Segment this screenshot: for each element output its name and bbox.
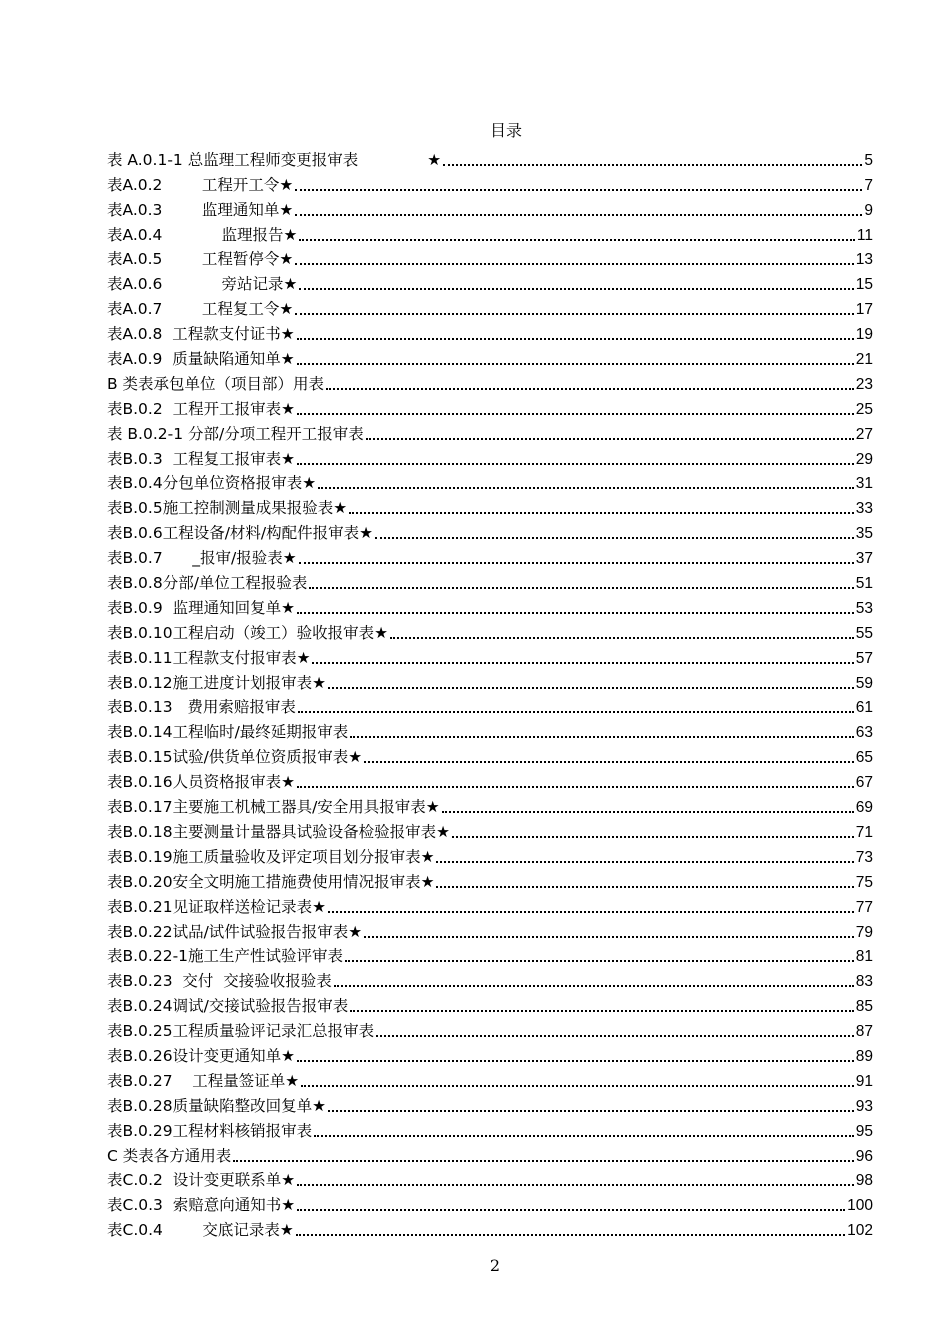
toc-entry[interactable] [107,1141,873,1166]
toc-entry-label: 表B.0.22-1施工生产性试验评审表 [107,947,344,966]
toc-entry-page-number: 53 [855,599,873,617]
toc-dot-leader [233,1159,853,1162]
toc-dot-leader [452,835,854,838]
toc-entry-label: 表C.0.2 设计变更联系单★ [107,1171,296,1190]
toc-entry-label: 表B.0.27 工程量签证单★ [107,1071,300,1090]
toc-entry-label: 表B.0.25工程质量验评记录汇总报审表 [107,1022,375,1041]
toc-entry-page-number: 77 [855,898,873,916]
toc-entry[interactable] [107,1166,873,1191]
toc-entry-page-number: 9 [864,201,873,219]
toc-dot-leader [334,984,854,987]
toc-dot-leader [442,810,854,813]
toc-dot-leader [297,785,854,788]
toc-entry-label: 表B.0.7 _报审/报验表★ [107,549,297,568]
toc-entry-page-number: 37 [855,550,873,568]
toc-entry-page-number: 69 [855,799,873,817]
toc-entry[interactable] [107,842,873,867]
toc-entry-page-number: 21 [855,351,873,369]
toc-entry-page-number: 29 [855,450,873,468]
toc-dot-leader [390,636,854,639]
toc-entry[interactable] [107,294,873,319]
toc-entry[interactable] [107,170,873,195]
toc-dot-leader [297,412,854,415]
toc-dot-leader [297,1208,845,1211]
toc-dot-leader [364,935,854,938]
toc-dot-leader [309,586,853,589]
toc-dot-leader [299,287,853,290]
toc-entry-label: 表B.0.14工程临时/最终延期报审表 [107,723,349,742]
toc-entry-label: 表A.0.2 工程开工令★ [107,175,294,194]
toc-entry-label: 表B.0.22试品/试件试验报告报审表★ [107,922,363,941]
toc-dot-leader [366,437,854,440]
toc-dot-leader [295,312,854,315]
toc-entry-label: 表B.0.20安全文明施工措施费使用情况报审表★ [107,872,435,891]
toc-entry-page-number: 81 [855,948,873,966]
toc-entry[interactable] [107,543,873,568]
toc-entry[interactable] [107,1066,873,1091]
toc-entry-label: 表B.0.8分部/单位工程报验表 [107,574,308,593]
toc-entry-label: 表 B.0.2-1 分部/分项工程开工报审表 [107,424,364,443]
toc-entry-label: 表C.0.3 索赔意向通知书★ [107,1196,296,1215]
toc-entry-page-number: 35 [855,525,873,543]
toc-entry[interactable] [107,344,873,369]
toc-entry[interactable] [107,369,873,394]
toc-entry-page-number: 71 [855,823,873,841]
toc-dot-leader [436,860,853,863]
toc-entry-page-number: 51 [855,575,873,593]
toc-entry[interactable] [107,220,873,245]
toc-entry-page-number: 61 [855,699,873,717]
toc-entry[interactable] [107,917,873,942]
toc-dot-leader [436,885,853,888]
toc-entry[interactable] [107,792,873,817]
toc-dot-leader [295,213,862,216]
toc-entry[interactable] [107,991,873,1016]
toc-entry-label: 表B.0.2 工程开工报审表★ [107,399,295,418]
toc-entry-label: 表B.0.9 监理通知回复单★ [107,598,295,617]
toc-entry-page-number: 25 [855,400,873,418]
toc-entry[interactable] [107,319,873,344]
toc-entry-label: 表B.0.17主要施工机械工器具/安全用具报审表★ [107,798,440,817]
toc-entry-label: 表B.0.16人员资格报审表★ [107,773,295,792]
toc-dot-leader [295,188,862,191]
toc-entry-page-number: 87 [855,1023,873,1041]
toc-entry[interactable] [107,643,873,668]
toc-dot-leader [349,511,854,514]
toc-entry-label: 表A.0.7 工程复工令★ [107,300,294,319]
toc-entry-page-number: 55 [855,624,873,642]
toc-entry-label: 表C.0.4 交底记录表★ [107,1221,294,1240]
toc-dot-leader [443,163,862,166]
toc-entry-label: 表A.0.3 监理通知单★ [107,200,294,219]
toc-entry-label: 表B.0.18主要测量计量器具试验设备检验报审表★ [107,822,450,841]
toc-entry-label: 表B.0.4分包单位资格报审表★ [107,474,317,493]
toc-entry-label: 表A.0.8 工程款支付证书★ [107,325,295,344]
toc-entry[interactable] [107,1091,873,1116]
toc-entry[interactable] [107,419,873,444]
toc-entry-page-number: 5 [864,151,873,169]
toc-entry-page-number: 15 [855,276,873,294]
toc-entry-page-number: 100 [847,1197,873,1215]
toc-entry-label: B 类表承包单位（项目部）用表 [107,374,325,393]
toc-entry[interactable] [107,568,873,593]
toc-entry[interactable] [107,1190,873,1215]
toc-dot-leader [364,760,854,763]
toc-entry-page-number: 17 [855,301,873,319]
toc-entry[interactable] [107,394,873,419]
toc-dot-leader [297,611,854,614]
toc-entry[interactable] [107,817,873,842]
toc-dot-leader [328,1109,854,1112]
toc-entry[interactable] [107,269,873,294]
toc-entry-label: 表B.0.21见证取样送检记录表★ [107,897,326,916]
toc-entry[interactable] [107,195,873,220]
toc-dot-leader [297,362,854,365]
toc-entry-label: C 类表各方通用表 [107,1146,232,1165]
toc-entry[interactable] [107,742,873,767]
toc-entry-label: 表B.0.26设计变更通知单★ [107,1046,295,1065]
toc-entry[interactable] [107,693,873,718]
toc-entry-label: 表 A.0.1-1 总监理工程师变更报审表 ★ [107,150,442,169]
toc-entry-page-number: 83 [855,973,873,991]
toc-dot-leader [326,387,854,390]
toc-list [107,145,873,1240]
toc-dot-leader [295,262,854,265]
toc-dot-leader [296,1233,845,1236]
toc-entry[interactable] [107,892,873,917]
toc-entry[interactable] [107,493,873,518]
toc-entry-page-number: 19 [855,326,873,344]
toc-entry-label: 表A.0.4 监理报告★ [107,225,298,244]
toc-entry-page-number: 59 [855,674,873,692]
toc-dot-leader [301,1084,854,1087]
toc-dot-leader [350,1009,853,1012]
toc-entry-page-number: 95 [855,1122,873,1140]
toc-dot-leader [345,959,854,962]
toc-dot-leader [314,1134,854,1137]
toc-entry[interactable] [107,1116,873,1141]
toc-entry-page-number: 96 [855,1147,873,1165]
toc-entry-page-number: 31 [855,475,873,493]
toc-entry[interactable] [107,518,873,543]
toc-entry-page-number: 7 [864,176,873,194]
toc-entry-page-number: 67 [855,774,873,792]
toc-entry-label: 表B.0.10工程启动（竣工）验收报审表★ [107,623,388,642]
toc-entry-label: 表B.0.11工程款支付报审表★ [107,648,311,667]
toc-entry-label: 表A.0.5 工程暂停令★ [107,250,294,269]
toc-entry[interactable] [107,1016,873,1041]
toc-entry-page-number: 57 [855,649,873,667]
toc-dot-leader [297,462,854,465]
toc-entry-page-number: 93 [855,1097,873,1115]
toc-dot-leader [298,710,854,713]
toc-dot-leader [376,1034,854,1037]
toc-entry[interactable] [107,1041,873,1066]
toc-dot-leader [299,561,854,564]
toc-dot-leader [375,536,854,539]
page-number: 2 [489,1256,501,1275]
toc-entry-page-number: 65 [855,749,873,767]
toc-entry[interactable] [107,1215,873,1240]
toc-entry-page-number: 79 [855,923,873,941]
toc-entry[interactable] [107,444,873,469]
toc-entry[interactable] [107,593,873,618]
toc-dot-leader [328,910,854,913]
toc-entry-label: 表B.0.19施工质量验收及评定项目划分报审表★ [107,847,435,866]
toc-entry[interactable] [107,145,873,170]
toc-dot-leader [297,337,854,340]
toc-entry-label: 表B.0.15试验/供货单位资质报审表★ [107,748,363,767]
toc-dot-leader [318,486,854,489]
toc-dot-leader [312,661,853,664]
toc-entry-page-number: 63 [855,724,873,742]
toc-entry[interactable] [107,245,873,270]
toc-entry-page-number: 98 [855,1172,873,1190]
toc-entry[interactable] [107,767,873,792]
toc-entry-page-number: 102 [847,1222,873,1240]
toc-entry[interactable] [107,668,873,693]
toc-entry[interactable] [107,717,873,742]
toc-entry-label: 表B.0.13 费用索赔报审表 [107,698,296,717]
toc-entry-label: 表B.0.6工程设备/材料/构配件报审表★ [107,524,374,543]
toc-entry-page-number: 73 [855,848,873,866]
toc-entry-page-number: 33 [855,500,873,518]
toc-dot-leader [297,1059,854,1062]
toc-entry-label: 表B.0.23 交付 交接验收报验表 [107,972,332,991]
toc-entry-page-number: 27 [855,425,873,443]
toc-title: 目录 [489,121,522,140]
toc-entry-label: 表A.0.6 旁站记录★ [107,275,298,294]
toc-dot-leader [328,686,854,689]
toc-entry-page-number: 89 [855,1047,873,1065]
toc-entry-label: 表B.0.5施工控制测量成果报验表★ [107,499,348,518]
toc-entry-page-number: 75 [855,873,873,891]
toc-dot-leader [299,238,854,241]
toc-entry[interactable] [107,966,873,991]
toc-entry-label: 表B.0.12施工进度计划报审表★ [107,673,326,692]
toc-entry[interactable] [107,618,873,643]
toc-entry-page-number: 85 [855,998,873,1016]
toc-dot-leader [350,735,853,738]
toc-entry[interactable] [107,867,873,892]
toc-entry-label: 表B.0.28质量缺陷整改回复单★ [107,1096,326,1115]
toc-entry-label: 表A.0.9 质量缺陷通知单★ [107,350,295,369]
toc-entry-page-number: 23 [855,375,873,393]
toc-dot-leader [297,1183,854,1186]
toc-entry-page-number: 11 [856,226,873,244]
toc-entry-label: 表B.0.29工程材料核销报审表 [107,1121,313,1140]
toc-entry-label: 表B.0.24调试/交接试验报告报审表 [107,997,349,1016]
toc-entry[interactable] [107,942,873,967]
toc-entry-label: 表B.0.3 工程复工报审表★ [107,449,295,468]
toc-entry-page-number: 91 [855,1072,873,1090]
toc-entry[interactable] [107,469,873,494]
toc-entry-page-number: 13 [855,251,873,269]
